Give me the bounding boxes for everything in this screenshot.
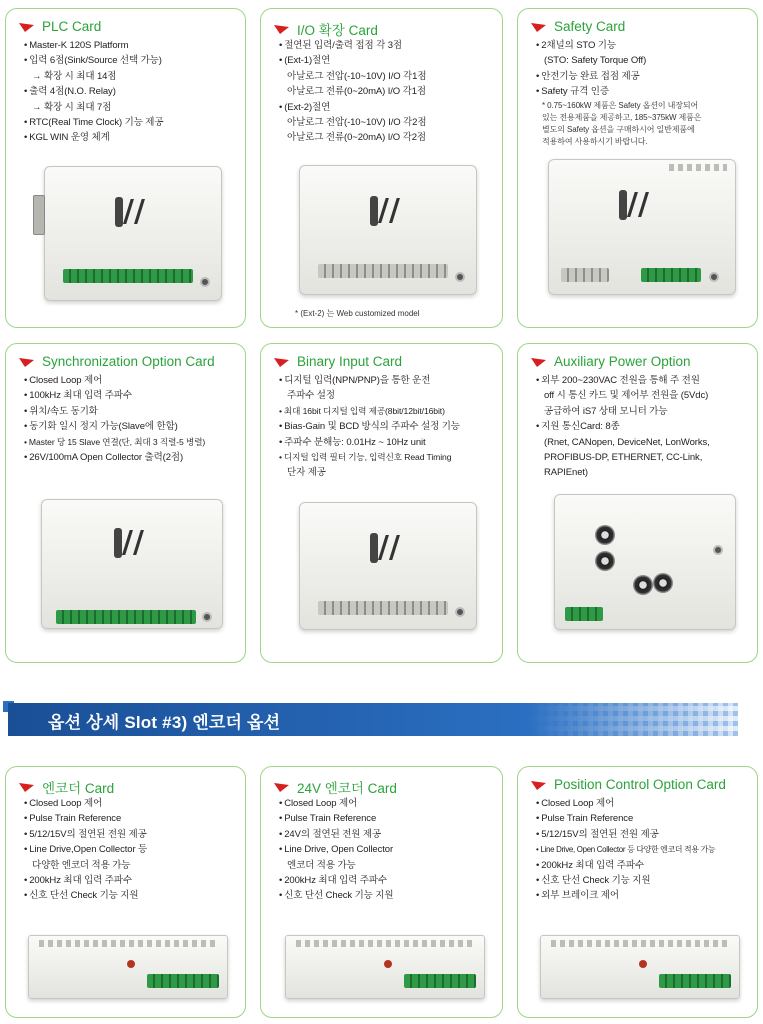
feature-item: • Line Drive, Open Collector 등 다양한 엔코더 적용 가능 [536,842,751,857]
feature-item: → 확장 시 최대 7점 [32,101,112,113]
feature-item: 엔코더 적용 가능 [287,859,356,871]
card-title-text: Safety Card [554,19,626,34]
feature-list [536,796,751,904]
feature-item: • 신호 단선 Check 기능 지원 [536,873,751,888]
encoder-card-device-image [28,935,228,999]
feature-item: RAPIEnet) [544,467,588,479]
feature-item: • 외부 200~230VAC 전원을 통해 주 전원 [536,373,751,388]
feature-item: • Pulse Train Reference [536,811,751,826]
encoder-24v-card [260,766,503,1018]
io-expansion-card [260,8,503,328]
red-arrow-icon [273,356,290,368]
feature-item: (Rnet, CANopen, DeviceNet, LonWorks, [544,436,710,448]
feature-item: • 100kHz 최대 입력 주파수 [24,388,239,403]
feature-item: • 2채널의 STO 기능 [536,38,751,53]
io-card-device-image: // [299,165,477,295]
feature-item: • KGL WIN 운영 체계 [24,130,239,145]
card-title [530,777,726,792]
card-title-text: Position Control Option Card [554,777,726,792]
feature-item: • Closed Loop 제어 [279,796,496,811]
card-title [530,354,691,369]
footnote-line: 별도의 Safety 옵션을 구매하시어 일반제품에 [542,124,695,134]
feature-item: • 입력 6점(Sink/Source 선택 가능) [24,53,239,68]
red-arrow-icon [18,21,35,33]
feature-item: • 200kHz 최대 입력 주파수 [536,858,751,873]
card-title-text: 엔코더 Card [42,781,115,796]
footnote-line: 적용하여 사용하시기 바랍니다. [542,136,648,146]
red-arrow-icon [530,779,547,791]
aux-power-device-image [554,494,736,630]
card-title [273,19,378,39]
red-arrow-icon [273,23,290,35]
card-title-text: Binary Input Card [297,354,403,369]
card-title-text: 24V 엔코더 Card [297,781,397,796]
card-title-text: Auxiliary Power Option [554,354,691,369]
feature-item: • 최대 16bit 디지털 입력 제공(8bit/12bit/16bit) [279,404,496,419]
feature-item: • 출력 4점(N.O. Relay) [24,84,239,99]
sync-card-device-image: // [41,499,223,629]
plc-card [5,8,246,328]
feature-item: • RTC(Real Time Clock) 기능 제공 [24,115,239,130]
card-title [273,777,397,797]
feature-list [279,796,496,904]
feature-item: → 확장 시 최대 14점 [32,70,117,82]
red-arrow-icon [530,356,547,368]
plc-card-device-image: // [44,166,222,301]
feature-item: • Line Drive,Open Collector 등 [24,842,239,857]
feature-list [24,796,239,904]
card-title [18,354,215,369]
feature-list [279,38,496,146]
feature-list [536,373,751,481]
feature-item: • 5/12/15V의 절연된 전원 제공 [536,827,751,842]
feature-item: • Pulse Train Reference [24,811,239,826]
feature-item: • 5/12/15V의 절연된 전원 제공 [24,827,239,842]
feature-list [536,38,751,148]
binary-input-card [260,343,503,663]
safety-card [517,8,758,328]
feature-item: 아날로그 전류(0~20mA) I/O 각2점 [287,132,426,144]
safety-card-device-image: // [548,159,736,295]
feature-item: • 신호 단선 Check 기능 지원 [279,888,496,903]
feature-item: • Closed Loop 제어 [536,796,751,811]
position-card-device-image [540,935,740,999]
footnote-line: 있는 전용제품을 제공하고, 185~375kW 제품은 [542,112,702,122]
feature-item: • Master 당 15 Slave 연결(단, 최대 3 직렬-5 병렬) [24,435,239,450]
feature-item: • Bias-Gain 및 BCD 방식의 주파수 설정 기능 [279,419,496,434]
red-arrow-icon [18,356,35,368]
feature-item: • Safety 규격 인증 [536,84,751,99]
red-arrow-icon [18,781,35,793]
section-title: 옵션 상세 Slot #3) 엔코더 옵션 [48,713,281,732]
feature-item: • 200kHz 최대 입력 주파수 [24,873,239,888]
feature-item: 주파수 설정 [287,390,335,402]
feature-item: • Pulse Train Reference [279,811,496,826]
red-arrow-icon [530,21,547,33]
feature-item: • 위치/속도 동기화 [24,404,239,419]
feature-item: • 디지털 입력 필터 기능, 입력신호 Read Timing [279,450,496,465]
feature-item: 아날로그 전압(-10~10V) I/O 각1점 [287,70,427,82]
feature-item: • 절연된 입력/출력 접점 각 3점 [279,38,496,53]
feature-item: 아날로그 전압(-10~10V) I/O 각2점 [287,117,427,129]
feature-item: • 동기화 일시 정지 가능(Slave에 한함) [24,419,239,434]
feature-item: • 주파수 분해능: 0.01Hz ~ 10Hz unit [279,435,496,450]
footnote-line: * 0.75~160kW 제품은 Safety 옵션이 내장되어 [542,100,699,110]
feature-list [24,38,239,146]
binary-card-device-image: // [299,502,477,630]
feature-item: • Line Drive, Open Collector [279,842,496,857]
feature-item: 공급하여 iS7 상태 모니터 가능 [544,405,668,417]
footnote: * (Ext-2) 는 Web customized model [295,309,420,318]
feature-item: • 24V의 절연된 전원 제공 [279,827,496,842]
feature-item: • Closed Loop 제어 [24,796,239,811]
card-title-text: I/O 확장 Card [297,23,378,38]
feature-item: • 26V/100mA Open Collector 출력(2점) [24,450,239,465]
feature-item: • 지원 통신Card: 8종 [536,419,751,434]
card-title [273,354,402,369]
feature-item: 아날로그 전류(0~20mA) I/O 각1점 [287,86,426,98]
aux-power-card [517,343,758,663]
card-title-text: Synchronization Option Card [42,354,215,369]
card-title-text: PLC Card [42,19,102,34]
feature-item: • (Ext-2)절연 [279,100,496,115]
feature-item: • 안전기능 완료 접점 제공 [536,69,751,84]
feature-item: • 디지털 입력(NPN/PNP)을 통한 운전 [279,373,496,388]
feature-item: • Master-K 120S Platform [24,38,239,53]
encoder-24v-device-image [285,935,485,999]
feature-item: (STO: Safety Torque Off) [544,55,647,67]
feature-list [279,373,496,481]
feature-item: off 시 통신 카드 및 제어부 전원을 (5Vdc) [544,390,709,402]
feature-item: 단자 제공 [287,467,326,479]
card-title [530,19,625,34]
card-title [18,777,114,797]
card-title [18,19,101,34]
section-banner [0,701,763,738]
sync-option-card [5,343,246,663]
feature-item: • 외부 브레이크 제어 [536,888,751,903]
feature-item: PROFIBUS-DP, ETHERNET, CC-Link, [544,452,703,464]
feature-item: 다양한 엔코더 적용 가능 [32,859,131,871]
feature-list [24,373,239,465]
red-arrow-icon [273,781,290,793]
position-control-card [517,766,758,1018]
banner-pixel-pattern [528,703,738,736]
feature-item: • 신호 단선 Check 기능 지원 [24,888,239,903]
feature-item: • (Ext-1)절연 [279,53,496,68]
feature-item: • Closed Loop 제어 [24,373,239,388]
encoder-card [5,766,246,1018]
feature-item: • 200kHz 최대 입력 주파수 [279,873,496,888]
